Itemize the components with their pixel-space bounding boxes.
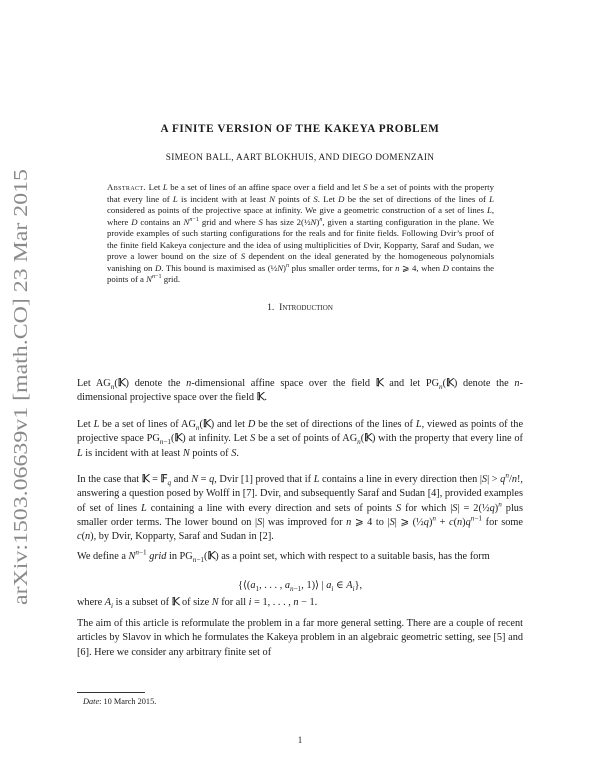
abstract: Abstract. Let L be a set of lines of an affine space over a field and let S be a set of points with the property that every line of L is incident with at least N points of S. Let D be the set of directions of the lines of L considered as points of the projective space at infinity. We give a geometric construction of a set of lines L, where D contains an $N^{n-1}$ grid and where S has size 2(½N)$^n$, given a starting configuration in the plane. We provide examples of such starting configurations for the reals and for finite fields. Following Dvir’s proof of the finite field Kakeya conjecture and the idea of using multiplicities of Dvir, Kopparty, Saraf and Sudan, we prove a lower bound on the size of S dependent on the ideal generated by the homogeneous polynomials vanishing on D. This bound is maximised as (½N)$^n$ plus smaller order terms, for n ⩾ 4, when D contains the points of a $N^{n-1}$ grid. [107,182,495,285]
section-title: Introduction [279,302,333,313]
section-number: 1. [267,302,275,313]
grid-equation: {$⟨(a_1$, . . . , $a_{n-1}$, 1)⟩ | $a_i$ ∈ $A_i$}, [237,580,363,594]
paper-authors: SIMEON BALL, AART BLOKHUIS, AND DIEGO DOMENZAIN [165,153,435,163]
page-number: 1 [297,735,303,745]
section-heading [78,302,522,313]
intro-paragraph-3: In the case that 𝕂 = 𝔽$_q$ and N = q, Dvir [1] proved that if L contains a line in every direction then $|S| > q^n/n$!, answering a question posed by Wolff in [7]. Dvir, and subsequently Saraf and Sudan [4], provided examples of set of lines L containing a line with every direction and sets of points S for which |S| = 2(½q)$^n$ plus smaller order terms. The lower bound on |S| was improved for n ⩾ 4 to |S| ⩾ (½q)$^n$ + $c(n)q^{n-1}$ for some c(n), by Dvir, Kopparty, Saraf and Sudan in [2]. [77,471,523,543]
footnote-label: Date [83,697,100,706]
intro-paragraph-1: Let $AG_n(𝕂)$ denote the n-dimensional affine space over the field 𝕂 and let $PG_n(𝕂)$ denote the n-dimensional projective space over the field 𝕂. [77,378,524,404]
abstract-label: Abstract. [107,182,147,192]
intro-paragraph-5: The aim of this article is reformulate the problem in a far more general setting. There are a couple of recent articles by Slavov in which he formulates the Kakeya problem in an algebraic geometric setting, see [5] and [6]. Here we consider any arbitrary finite set of [77,618,523,658]
arxiv-stamp-text: arXiv:1503.06639v1 [math.CO] 23 Mar 2015 [10,230,32,605]
footnote [83,697,156,706]
arxiv-stamp [2,165,36,605]
footnote-text: : 10 March 2015. [99,697,157,706]
intro-paragraph-2: Let L be a set of lines of $AG_n(𝕂)$ and let D be the set of directions of the lines of L, viewed as points of the projective space $PG_{n-1}(𝕂)$ at infinity. Let S be a set of points of $AG_n(𝕂)$ with the property that every line of L is incident with at least N points of S. [77,419,524,459]
footnote-rule [77,692,145,693]
paper-title: A FINITE VERSION OF THE KAKEYA PROBLEM [160,123,440,135]
grid-definition-note: where $A_i$ is a subset of 𝕂 of size N for all i = 1, . . . , n − 1. [77,597,318,611]
intro-paragraph-4: We define a $N^{n-1}$ grid in $PG_{n-1}(𝕂)$ as a point set, which with respect to a suitable basis, has the form [77,548,490,565]
